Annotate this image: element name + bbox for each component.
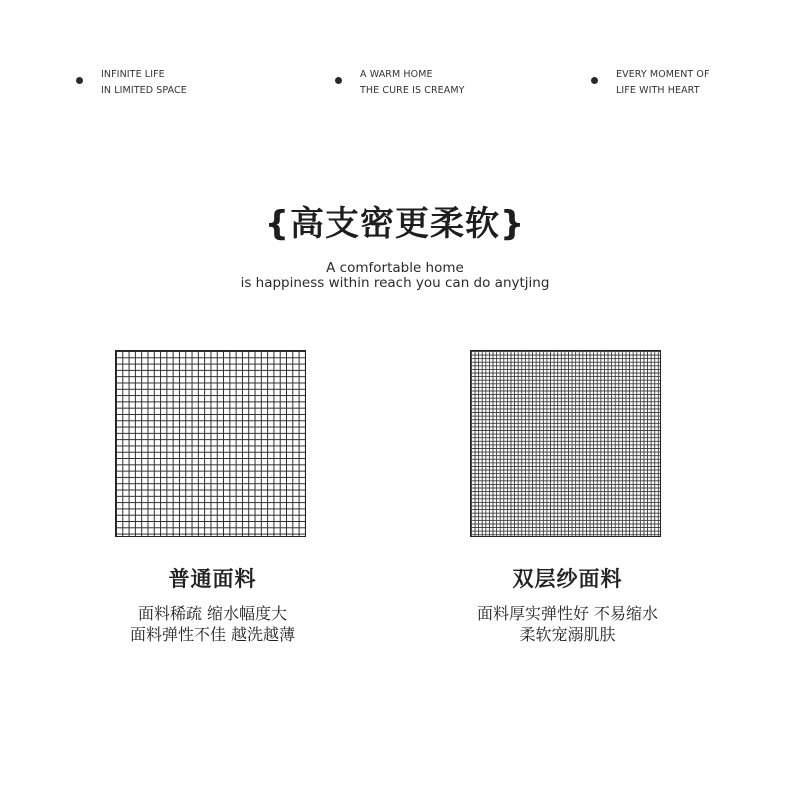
tagline-text — [101, 67, 187, 99]
caption-line: 面料厚实弹性好 不易缩水 — [476, 604, 659, 623]
subtitle-line: A comfortable home — [326, 260, 464, 276]
caption-heading: 双层纱面料 — [512, 567, 623, 591]
tagline-text — [360, 67, 465, 99]
tagline-line: INFINITE LIFE — [101, 69, 165, 80]
page-title: {高支密更柔软} — [264, 204, 526, 244]
caption-description — [440, 603, 695, 645]
double-gauze-fabric-grid-image — [470, 350, 661, 537]
tagline-1 — [76, 67, 187, 99]
bullet-dot-icon — [76, 77, 83, 84]
tagline-line: LIFE WITH HEART — [616, 85, 700, 96]
caption-line: 面料稀疏 缩水幅度大 — [137, 604, 288, 623]
double-gauze-caption — [440, 563, 695, 645]
tagline-3 — [591, 67, 710, 99]
caption-description — [85, 603, 340, 645]
caption-line: 面料弹性不佳 越洗越薄 — [129, 625, 296, 644]
regular-fabric-grid-image — [115, 350, 306, 537]
tagline-line: THE CURE IS CREAMY — [360, 85, 465, 96]
tagline-line: EVERY MOMENT OF — [616, 69, 710, 80]
page-subtitle — [0, 261, 790, 291]
regular-fabric-caption — [85, 563, 340, 645]
tagline-line: IN LIMITED SPACE — [101, 85, 187, 96]
tagline-text — [616, 67, 710, 99]
subtitle-line: is happiness within reach you can do anytjing — [240, 275, 550, 291]
caption-heading: 普通面料 — [168, 567, 257, 591]
caption-line: 柔软宠溺肌肤 — [519, 625, 616, 644]
bullet-dot-icon — [335, 77, 342, 84]
bullet-dot-icon — [591, 77, 598, 84]
tagline-line: A WARM HOME — [360, 69, 433, 80]
tagline-2 — [335, 67, 465, 99]
